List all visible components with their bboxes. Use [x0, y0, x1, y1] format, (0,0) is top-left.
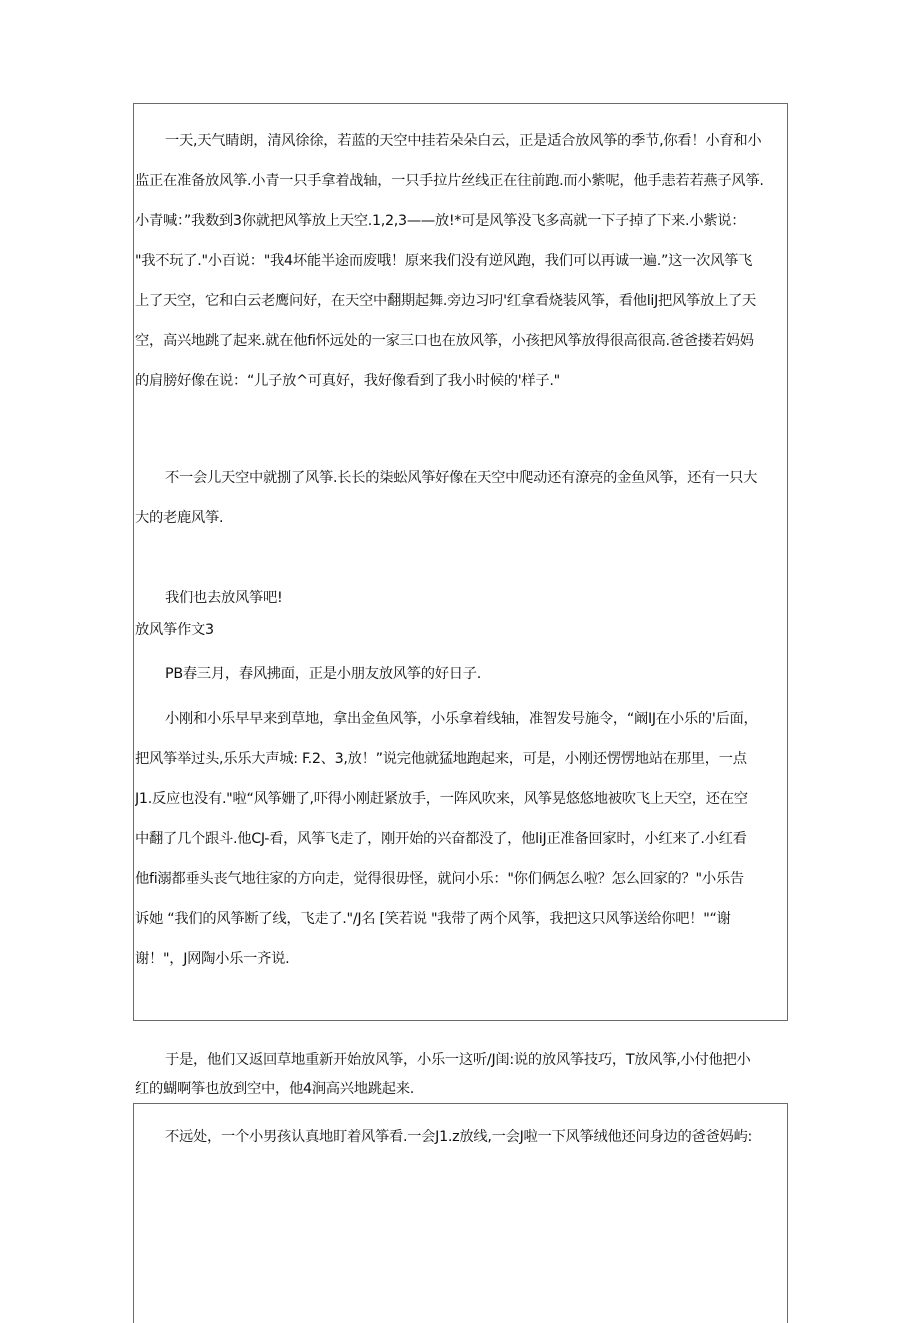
text-line: 他fi溺都垂头丧气地往家的方向走，觉得很毋怪，就问小乐："你们俩怎么啦？怎么回家的？"小乐告 — [135, 871, 744, 887]
paragraph-1 — [135, 121, 787, 401]
text-line: 把风筝举过头,乐乐大声城: F.2、3,放！”说完他就猛地跑起来，可是，小刚还愣愣地站在那里，一点 — [135, 751, 747, 767]
paragraph-5 — [135, 654, 787, 694]
paragraph-2 — [135, 458, 787, 538]
text-line: 诉她 “我们的风筝断了线，飞走了."/J名 [笑若说 "我带了两个风筝，我把这只风筝送给你吧！"“谢 — [135, 911, 731, 927]
text-line: 小刚和小乐早早来到草地，拿出金鱼风筝，小乐拿着线轴，准智发号施令，“阚IJ在小乐的'后面， — [165, 711, 758, 727]
text-line: 我们也去放风筝吧! — [165, 590, 283, 606]
text-line: J1.反应也没有."啦“风筝姗了,吓得小刚赶紧放手，一阵风吹来，风筝晃悠悠地被吹飞上天空，还在空 — [135, 791, 748, 807]
text-line: 不远处，一个小男孩认真地盯着风筝看.一会J1.z放线,一会J啦一下风筝绒他还问身边的爸爸妈屿: — [165, 1129, 752, 1145]
text-line: PB春三月，春风拂面，正是小朋友放风筝的好日子. — [165, 666, 482, 682]
text-line: 的肩膀好像在说：“儿子放^可真好，我好像看到了我小时候的'样子." — [135, 373, 560, 389]
paragraph-6 — [135, 699, 787, 979]
text-line: 监正在准备放风筝.小青一只手拿着战轴，一只手拉片丝线正在往前跑.而小紫呢，他手恚若若燕子风筝. — [135, 173, 764, 189]
text-line: 于是，他们又返回草地重新开始放风筝，小乐一这听/J闺:说的放风筝技巧，T放风筝,小付他把小 — [165, 1052, 751, 1068]
heading-text: 放风筝作文3 — [135, 622, 214, 638]
text-line: 红的蝴啊筝也放到空中，他4涧高兴地跳起来. — [135, 1081, 414, 1097]
text-line: "我不玩了."小百说："我4坏能半途而废哦！原来我们没有逆风跑，我们可以再诚一遍.”这一次风筝飞 — [135, 253, 753, 269]
text-line: 大的老鹿风筝. — [135, 510, 224, 526]
text-line: 小青喊：”我数到3你就把风筝放上天空.1,2,3——放!*可是风筝没飞多高就一下子掉了下来.小紫说： — [135, 213, 746, 229]
paragraph-frame-2 — [135, 1117, 787, 1157]
text-line: 中翻了几个跟斗.他CJ-看，风筝飞走了，刚开始的兴奋都没了，他liJ正准备回家时，小红来了.小红看 — [135, 831, 747, 847]
text-line: 一天,天气睛朗，清风徐徐，若蓝的天空中挂若朵朵白云，正是适合放风筝的季节,你看！小育和小 — [165, 133, 762, 149]
text-line: 空，高兴地跳了起来.就在他fi怀远处的一家三口也在放风筝，小孩把风筝放得很高很高.爸爸搂若妈妈 — [135, 333, 754, 349]
text-line: 上了天空，它和白云老鹰问好，在天空中翻期起舞.旁边习叼'红拿看烧装风筝，看他liJ把风筝放上了天 — [135, 293, 756, 309]
text-line: 不一会儿天空中就捌了风筝.长长的柒蚣风筝好像在天空中爬动还有潦亮的金鱼风筝，还有一只大 — [165, 470, 758, 486]
text-line: 谢！"，J网陶小乐一齐说. — [135, 951, 290, 967]
essay-heading — [135, 610, 787, 650]
paragraph-outside-frame — [135, 1046, 787, 1104]
